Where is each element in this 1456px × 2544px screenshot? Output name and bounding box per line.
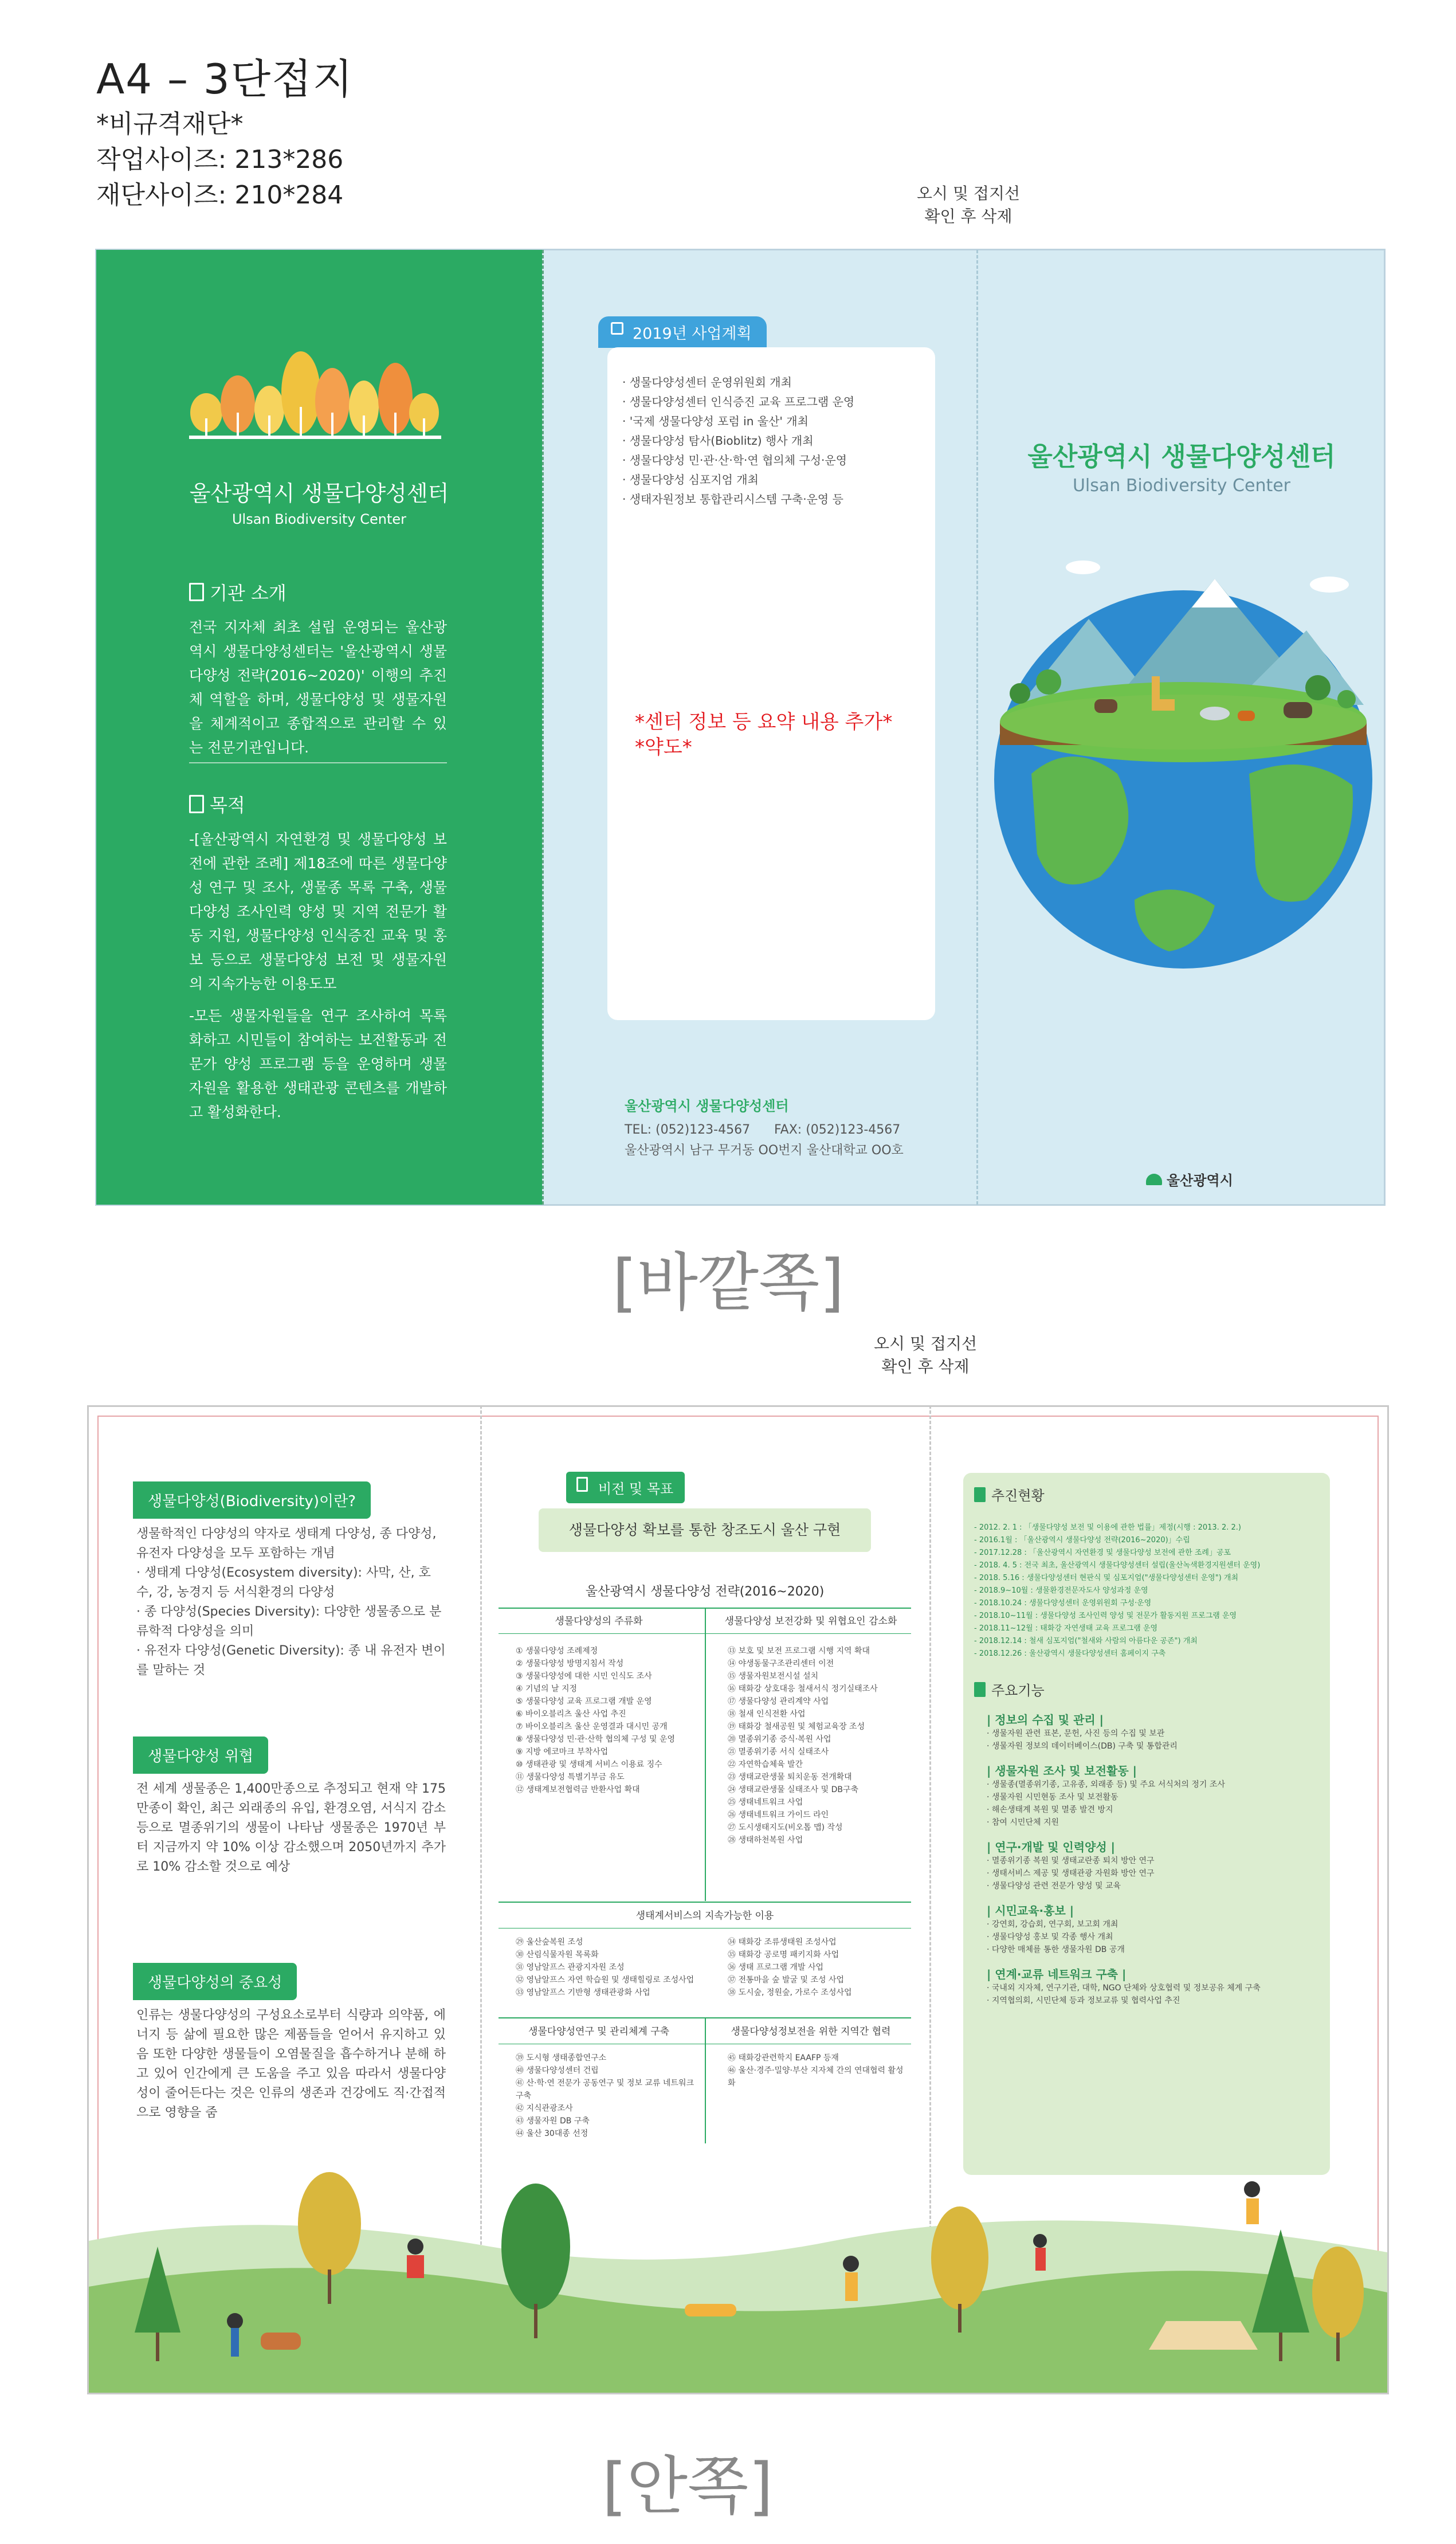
col3-item: ㊷ 지식관광조사 bbox=[516, 2104, 573, 2113]
col1-item: ④ 기념의 날 지정 bbox=[516, 1684, 578, 1694]
col1-item: ⑤ 생물다양성 교육 프로그램 개발 운영 bbox=[516, 1697, 652, 1706]
function-item: · 다양한 매체를 통한 생물자원 DB 공개 bbox=[987, 1945, 1125, 1954]
purpose-body-1: -[울산광역시 자연환경 및 생물다양성 보전에 관한 조례] 제18조에 따른 생물다양성 연구 및 조사, 생물종 목록 구축, 생물다양성 조사인력 양성 및 지역 전문가 활동 지원, 생물다양성 인식증진 교육 및 홍보 등으로 생물다양성 보전 및 생물자원의 지속가능한 이용도모 bbox=[189, 831, 447, 992]
history-item: - 2012. 2. 1 : 「생물다양성 보전 및 이용에 관한 법률」제정(시행 : 2013. 2. 2.) bbox=[974, 1523, 1241, 1532]
col2-item: ⑰ 생물다양성 관리계약 사업 bbox=[728, 1697, 829, 1706]
contact-name: 울산광역시 생물다양성센터 bbox=[625, 1098, 789, 1114]
inside-label: [안쪽] bbox=[602, 2449, 774, 2523]
history-item: - 2018. 5.16 : 생물다양성센터 현판식 및 심포지엄("생물다양성센터 운영") 개최 bbox=[974, 1574, 1239, 1582]
col2-item: ⑯ 태화강 상호대응 철새서식 정기실태조사 bbox=[728, 1684, 878, 1694]
threat-heading: 생물다양성 위협 bbox=[133, 1736, 268, 1774]
plan-item: · 생물다양성 민·관·산·학·연 협의체 구성·운영 bbox=[622, 453, 847, 467]
plan-item: · 생물다양성센터 인식증진 교육 프로그램 운영 bbox=[622, 395, 855, 409]
col3-item: ㊶ 산·학·연 전문가 공동연구 및 정보 교류 네트워크 구축 bbox=[516, 2079, 694, 2100]
document-icon bbox=[189, 795, 204, 813]
contact-tel: TEL: (052)123-4567 FAX: (052)123-4567 bbox=[625, 1123, 901, 1137]
history-item: - 2018.9~10월 : 생물환경전문자도사 양성과정 운영 bbox=[974, 1586, 1148, 1595]
sustain-item: ㊳ 도시숲, 정원숲, 가로수 조성사업 bbox=[728, 1988, 852, 1997]
placeholder-note bbox=[635, 710, 892, 760]
col2-item: ⑮ 생물자원보전시설 설치 bbox=[728, 1672, 819, 1681]
spec-work-size: 작업사이즈: 213*286 bbox=[96, 145, 344, 174]
col2-item: ㉖ 생태네트워크 가이드 라인 bbox=[728, 1810, 829, 1820]
plan-tab bbox=[598, 316, 767, 348]
plan-list bbox=[622, 373, 920, 509]
trim-note-line1: 오시 및 접지선 bbox=[916, 184, 1021, 203]
functions-heading-text: 주요기능 bbox=[991, 1683, 1045, 1699]
sustain-item: ㉛ 영남알프스 관광지자원 조성 bbox=[516, 1963, 625, 1972]
trim-note-outside bbox=[911, 182, 1026, 228]
col2-item: ⑳ 멸종위기종 증식·복원 사업 bbox=[728, 1735, 831, 1744]
functions-list bbox=[987, 1711, 1325, 2007]
col1-item: ⑧ 생물다양성 민·관·산학 협의체 구성 및 운영 bbox=[516, 1735, 676, 1744]
biodiversity-bullet: · 유전자 다양성(Genetic Diversity): 종 내 유전자 변이를 말하는 것 bbox=[136, 1644, 446, 1677]
function-item: · 생물다양성 홍보 및 각종 행사 개최 bbox=[987, 1933, 1113, 1942]
col2-title: 생물다양성 보전강화 및 위협요인 감소화 bbox=[724, 1616, 897, 1627]
function-title: | 연구·개발 및 인력양성 | bbox=[987, 1840, 1115, 1854]
intro-body: 전국 지자체 최초 설립 운영되는 울산광역시 생물다양성센터는 '울산광역시 생물다양성 전략(2016~2020)' 이행의 추진체 역할을 하며, 생물다양성 및 생물자원을 체계적이고 종합적으로 관리할 수 있는 전문기관입니다. bbox=[189, 619, 447, 756]
sustain-item: ㉜ 영남알프스 자연 학습원 및 생태힐링로 조성사업 bbox=[516, 1975, 694, 1985]
cover-title: 울산광역시 생물다양성센터 bbox=[1027, 441, 1336, 472]
function-item: · 생물자원 관련 표본, 문헌, 사진 등의 수집 및 보관 bbox=[987, 1729, 1165, 1738]
col2-item: ⑬ 보호 및 보전 프로그램 시행 지역 확대 bbox=[728, 1647, 870, 1656]
col3-item: ㊵ 생물다양성센터 건립 bbox=[516, 2066, 599, 2075]
biodiversity-heading: 생물다양성(Biodiversity)이란? bbox=[133, 1481, 371, 1519]
history-item: - 2018.12.26 : 울산광역시 생물다양성센터 홈페이지 구축 bbox=[974, 1649, 1166, 1658]
biodiversity-def bbox=[136, 1524, 446, 1680]
col3-item: ㊹ 울산 30대종 선정 bbox=[516, 2129, 588, 2138]
intro-section bbox=[189, 579, 447, 760]
col1-item: ① 생물다양성 조례제정 bbox=[516, 1647, 598, 1656]
col2-item: ㉗ 도시생태지도(비오톱 맵) 작성 bbox=[728, 1823, 843, 1832]
function-item: · 생물종(멸종위기종, 고유종, 외래종 등) 및 주요 서식처의 정기 조사 bbox=[987, 1780, 1225, 1789]
fold-line-2 bbox=[976, 250, 978, 1205]
globe-illustration bbox=[986, 533, 1381, 969]
table-divider bbox=[705, 2017, 706, 2143]
function-item: · 생물자원 정보의 데이터베이스(DB) 구축 및 통합관리 bbox=[987, 1742, 1178, 1751]
col4-item: ㊺ 태화강관련학지 EAAFP 등재 bbox=[728, 2053, 839, 2063]
purpose-heading-text: 목적 bbox=[210, 794, 245, 816]
trim-note-line1: 오시 및 접지선 bbox=[873, 1334, 978, 1353]
spec-nonstandard: *비규격재단* bbox=[96, 109, 244, 139]
sustain-item: ㉚ 산림식물자원 목록화 bbox=[516, 1950, 599, 1959]
col2-item: ⑲ 태화강 철새공원 및 체험교육장 조성 bbox=[728, 1722, 865, 1731]
trim-note-line2: 확인 후 삭제 bbox=[924, 207, 1012, 226]
col3-list bbox=[516, 2052, 699, 2140]
plan-item: · 생물다양성센터 운영위원회 개최 bbox=[622, 375, 792, 389]
col2-list bbox=[728, 1645, 911, 1847]
plan-item: · 생물다양성 탐사(Bioblitz) 행사 개최 bbox=[622, 434, 814, 448]
outside-org-name: 울산광역시 생물다양성센터 bbox=[189, 481, 449, 506]
col1-title: 생물다양성의 주류화 bbox=[555, 1616, 643, 1627]
landscape-illustration bbox=[89, 2161, 1387, 2393]
function-title: | 시민교육·홍보 | bbox=[987, 1904, 1074, 1918]
function-item: · 강연회, 강습회, 연구회, 보고회 개최 bbox=[987, 1920, 1119, 1929]
col1-item: ⑩ 생태관광 및 생태계 서비스 이용료 징수 bbox=[516, 1760, 662, 1769]
table-rule bbox=[499, 1902, 911, 1903]
intro-heading bbox=[189, 579, 447, 605]
outside-label: [바깥쪽] bbox=[612, 1246, 845, 1319]
vision-tag-label: 비전 및 목표 bbox=[598, 1481, 674, 1497]
biodiversity-def-text: 생물학적인 다양성의 약자로 생태계 다양성, 종 다양성, 유전자 다양성을 모두 포함하는 개념 bbox=[136, 1527, 437, 1561]
trim-note-inside bbox=[868, 1332, 983, 1378]
purpose-body-2: -모든 생물자원들을 연구 조사하여 목록화하고 시민들이 참여하는 보전활동과 전문가 양성 프로그램 등을 운영하며 생물자원을 활용한 생태관광 콘텐츠를 개발하고 활성화한다. bbox=[189, 1008, 447, 1120]
spec-cut-size: 재단사이즈: 210*284 bbox=[96, 181, 344, 210]
document-icon bbox=[974, 1487, 986, 1502]
history-item: - 2016.1월 : 「울산광역시 생물다양성 전략(2016~2020)」수립 bbox=[974, 1536, 1190, 1545]
col1-item: ⑨ 지방 에코마크 부착사업 bbox=[516, 1747, 609, 1757]
contact-address: 울산광역시 남구 무거동 OO번지 울산대학교 OO호 bbox=[625, 1143, 904, 1158]
history-heading bbox=[974, 1484, 1045, 1504]
col1-item: ② 생물다양성 방명지침서 작성 bbox=[516, 1659, 624, 1668]
col1-item: ⑪ 생물다양성 특별기부금 유도 bbox=[516, 1773, 625, 1782]
calendar-icon bbox=[611, 322, 623, 335]
placeholder-note-1: *센터 정보 등 요약 내용 추가* bbox=[635, 711, 893, 734]
col2-item: ㉔ 생태교란생물 실태조사 및 DB구축 bbox=[728, 1785, 858, 1794]
col1-item: ③ 생물다양성에 대한 시민 인식도 조사 bbox=[516, 1672, 652, 1681]
history-item: - 2017.12.28 : 「울산광역시 자연환경 및 생물다양성 보전에 관한 조례」공포 bbox=[974, 1549, 1231, 1557]
history-list bbox=[974, 1522, 1324, 1660]
table-divider bbox=[705, 1608, 706, 1901]
col1-item: ⑥ 바이오블리츠 울산 사업 추진 bbox=[516, 1710, 626, 1719]
plan-item: · 생물다양성 심포지엄 개최 bbox=[622, 473, 759, 487]
trim-note-line2: 확인 후 삭제 bbox=[881, 1357, 970, 1376]
function-title: | 생물자원 조사 및 보전활동 | bbox=[987, 1764, 1137, 1778]
col2-item: ⑱ 철새 인식전환 사업 bbox=[728, 1710, 806, 1719]
history-item: - 2018.11~12월 : 태화강 자연생태 교육 프로그램 운영 bbox=[974, 1624, 1158, 1633]
sustain-item: ㊲ 전통마을 숲 발굴 및 조성 사업 bbox=[728, 1975, 844, 1985]
plan-item: · '국제 생물다양성 포럼 in 울산' 개최 bbox=[622, 414, 809, 428]
history-item: - 2018.10.24 : 생물다양성센터 운영위원회 구성·운영 bbox=[974, 1599, 1152, 1608]
vision-tag bbox=[566, 1472, 685, 1503]
sustain-item: ㉟ 태화강 공로명 패키지화 사업 bbox=[728, 1950, 839, 1959]
document-icon bbox=[974, 1682, 986, 1697]
function-item: · 국내외 지자체, 연구기관, 대학, NGO 단체와 상호협력 및 정보공유 체계 구축 bbox=[987, 1984, 1261, 1993]
function-item: · 멸종위기종 복원 및 생태교란종 퇴치 방안 연구 bbox=[987, 1856, 1155, 1865]
col3-title: 생물다양성연구 및 관리체계 구축 bbox=[528, 2026, 670, 2037]
biodiversity-bullet: · 생태계 다양성(Ecosystem diversity): 사막, 산, 호수, 강, 농경지 등 서식환경의 다양성 bbox=[136, 1566, 431, 1600]
sustain-item: ㉙ 울산숲복원 조성 bbox=[516, 1938, 583, 1947]
vision-statement: 생물다양성 확보를 통한 창조도시 울산 구현 bbox=[539, 1508, 871, 1552]
function-item: · 생태서비스 제공 및 생태관광 자원화 방안 연구 bbox=[987, 1869, 1155, 1878]
city-logo-text: 울산광역시 bbox=[1167, 1173, 1233, 1189]
functions-heading bbox=[974, 1679, 1045, 1699]
plan-item: · 생태자원정보 통합관리시스템 구축·운영 등 bbox=[622, 492, 843, 506]
function-title: | 정보의 수집 및 관리 | bbox=[987, 1713, 1104, 1727]
sustain-left-list bbox=[516, 1936, 699, 1999]
biodiversity-bullet: · 종 다양성(Species Diversity): 다양한 생물종으로 분류학적 다양성을 의미 bbox=[136, 1605, 442, 1638]
function-item: · 지역협의회, 시민단체 등과 정보교류 및 협력사업 추진 bbox=[987, 1996, 1180, 2005]
col3-item: ㊸ 생물자원 DB 구축 bbox=[516, 2116, 590, 2126]
city-logo bbox=[1146, 1169, 1233, 1189]
placeholder-note-2: *약도* bbox=[635, 736, 692, 759]
col2-item: ㉕ 생태네트워크 사업 bbox=[728, 1798, 803, 1807]
history-item: - 2018.12.14 : 철새 심포지엄("철새와 사람의 아름다운 공존") 개최 bbox=[974, 1637, 1198, 1645]
trees-logo bbox=[189, 350, 441, 447]
outside-org-name-en: Ulsan Biodiversity Center bbox=[231, 511, 407, 527]
spec-title: A4 – 3단접지 bbox=[96, 55, 354, 103]
col2-item: ㉒ 자연학습체육 발간 bbox=[728, 1760, 803, 1769]
document-icon bbox=[189, 583, 204, 601]
history-heading-text: 추진현황 bbox=[991, 1488, 1045, 1504]
col2-item: ㉑ 멸종위기종 서식 실태조사 bbox=[728, 1747, 829, 1757]
purpose-heading bbox=[189, 791, 447, 817]
history-item: - 2018.10~11월 : 생물다양성 조사인력 양성 및 전문가 활동지원 프로그램 운영 bbox=[974, 1612, 1237, 1620]
importance-body: 인류는 생물다양성의 구성요소로부터 식량과 의약품, 에너지 등 삶에 필요한 많은 제품들을 얻어서 유지하고 있음 또한 다양한 생물들이 오염물질을 흡수하거나 분해 하고 있어 인간에게 큰 도움을 주고 있음 따라서 생물다양성이 줄어든다는 것은 인류의 생존과 건강에도 직·간접적으로 영향을 줌 bbox=[136, 2008, 446, 2120]
sustain-item: ㊱ 생태 프로그램 개발 사업 bbox=[728, 1963, 824, 1972]
document-icon bbox=[576, 1477, 588, 1492]
col2-item: ㉘ 생태하천복원 사업 bbox=[728, 1836, 803, 1845]
sustain-title: 생태계서비스의 지속가능한 이용 bbox=[635, 1910, 774, 1922]
fold-line-1 bbox=[542, 250, 544, 1205]
col4-title: 생물다양성정보전을 위한 지역간 협력 bbox=[731, 2026, 891, 2037]
col3-item: ㊴ 도시형 생태종합연구소 bbox=[516, 2053, 607, 2063]
sustain-item: ㉞ 태화강 조류생태원 조성사업 bbox=[728, 1938, 837, 1947]
function-item: · 해손생태계 복원 및 멸종 발견 방지 bbox=[987, 1805, 1113, 1814]
importance-heading: 생물다양성의 중요성 bbox=[133, 1963, 297, 2000]
section-divider bbox=[189, 762, 447, 763]
function-item: · 생물자원 시민현동 조사 및 보전활동 bbox=[987, 1793, 1119, 1802]
function-item: · 생물다양성 관련 전문가 양성 및 교육 bbox=[987, 1881, 1121, 1891]
purpose-section bbox=[189, 791, 447, 1124]
plan-tab-label: 2019년 사업계획 bbox=[633, 325, 752, 343]
cover-subtitle: Ulsan Biodiversity Center bbox=[1072, 476, 1291, 496]
contact-block bbox=[625, 1095, 957, 1158]
function-title: | 연계·교류 네트워크 구축 | bbox=[987, 1967, 1127, 1981]
strategy-title: 울산광역시 생물다양성 전략(2016~2020) bbox=[585, 1585, 825, 1599]
function-item: · 참여 시민단체 지원 bbox=[987, 1818, 1059, 1827]
history-item: - 2018. 4. 5 : 전국 최초, 울산광역시 생물다양성센터 설립(울산녹색환경지원센터 운영) bbox=[974, 1561, 1261, 1570]
col2-item: ⑭ 야생동물구조관리센터 이전 bbox=[728, 1659, 834, 1668]
col4-list bbox=[728, 2052, 911, 2090]
intro-heading-text: 기관 소개 bbox=[210, 582, 287, 604]
col4-item: ㊻ 울산·경주·밀양·부산 지자체 간의 연대협력 활성화 bbox=[728, 2066, 904, 2088]
city-emblem-icon bbox=[1146, 1174, 1162, 1185]
sustain-right-list bbox=[728, 1936, 911, 1999]
col1-item: ⑫ 생태계보전협력금 반환사업 확대 bbox=[516, 1785, 640, 1794]
sustain-item: ㉝ 영남알프스 기반형 생태관광화 사업 bbox=[516, 1988, 650, 1997]
threat-body: 전 세계 생물종은 1,400만종으로 추정되고 현재 약 175만종이 확인, 최근 외래종의 유입, 환경오염, 서식지 감소 등으로 멸종위기의 생물이 나타남 생물종은 1970년 부터 지금까지 약 10% 이상 감소했으며 2050년까지 추가로 10% 감소할 것으로 예상 bbox=[136, 1782, 446, 1874]
col2-item: ㉓ 생태교란생물 퇴치운동 전개확대 bbox=[728, 1773, 852, 1782]
col1-list bbox=[516, 1645, 699, 1796]
col1-item: ⑦ 바이오블리츠 울산 운영결과 대시민 공개 bbox=[516, 1722, 668, 1731]
